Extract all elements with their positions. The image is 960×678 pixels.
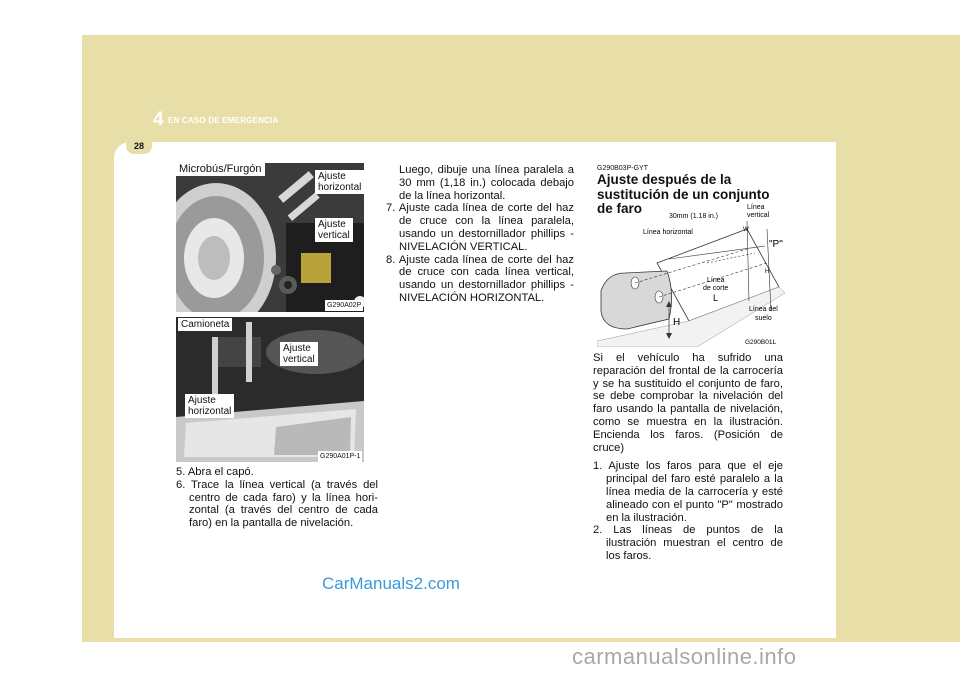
photo-code-top: G290A02P	[327, 302, 362, 309]
label-ajuste-horizontal-top-line1: Ajuste	[318, 171, 346, 182]
diagram-label-linea-suelo-1: Línea del	[749, 306, 778, 313]
label-ajuste-vertical-top	[315, 218, 353, 242]
page-number: 28	[126, 140, 152, 154]
parallel-line-instruction: Luego, dibuje una línea paralela a 30 mm (1,18 in.) colocada debajo de la línea horizontal.	[399, 164, 574, 202]
label-microbus-furgon: Microbús/Furgón	[176, 163, 265, 176]
label-ajuste-vertical-bottom	[280, 342, 318, 366]
label-ajuste-vertical-top-line2: vertical	[318, 230, 350, 241]
label-ajuste-horizontal-top	[315, 170, 364, 194]
step-5: 5. Abra el capó.	[176, 466, 254, 478]
right-step-2: 2. Las líneas de puntos de la ilustración muestran el centro de los faros.	[593, 524, 783, 562]
intro-paragraph: Si el vehículo ha sufrido una reparación del frontal de la carrocería y se ha sustituido el conjunto de faro, se debe comprobar la nivelación del faro usando la pantalla de nivelación, como se muestra en la ilustración. Encienda los faros. (Posición de cruce)	[593, 352, 783, 454]
site-watermark: CarManuals2.com	[322, 574, 460, 593]
chapter-title: EN CASO DE EMERGENCIA	[168, 116, 279, 125]
label-ajuste-horizontal-bottom-line1: Ajuste	[188, 395, 216, 406]
step-7: 7. Ajuste cada línea de corte del haz de cruce con la línea paralela, usando un destornillador phillips - NIVELACIÓN VERTICAL.	[386, 202, 574, 253]
right-text	[593, 352, 783, 563]
diagram-code: G290B01L	[745, 339, 777, 346]
horizontal-line	[669, 246, 765, 259]
right-step-1: 1. Ajuste los faros para que el eje principal del faro esté paralelo a la línea media de la carrocería y esté alineado con el punto "P" mostrado en la ilustración.	[593, 460, 783, 524]
label-ajuste-vertical-bottom-line1: Ajuste	[283, 343, 311, 354]
aiming-diagram-svg	[597, 201, 785, 347]
diagram-label-linea-corte-1: Línea	[707, 277, 725, 284]
vertical-line	[747, 221, 749, 301]
section-heading: Ajuste después de la sustitución de un conjunto de faro	[597, 172, 770, 216]
label-ajuste-vertical-bottom-line2: vertical	[283, 354, 315, 365]
left-steps	[176, 466, 378, 530]
diagram-label-linea-vertical-1: Línea	[747, 204, 765, 211]
label-ajuste-horizontal-bottom	[185, 394, 234, 418]
label-ajuste-vertical-top-line1: Ajuste	[318, 219, 346, 230]
middle-steps	[386, 164, 574, 305]
photo-code-bottom: G290A01P-1	[320, 453, 361, 460]
diagram-label-linea-suelo-2: suelo	[755, 315, 772, 322]
diagram-label-linea-horizontal: Línea horizontal	[643, 229, 693, 236]
footer-watermark: carmanualsonline.info	[572, 644, 797, 669]
diagram-label-linea-vertical-2: vertical	[747, 212, 770, 219]
diagram-label-30mm: 30mm (1.18 in.)	[669, 213, 719, 220]
diagram-label-p: "P"	[769, 239, 783, 250]
diagram-label-l: L	[713, 293, 719, 303]
photo-truck-illustration	[176, 317, 364, 462]
chapter-number: 4	[153, 109, 164, 130]
step-8: 8. Ajuste cada línea de corte del haz de cruce con cada línea vertical, usando un destornillador phillips - NIVELACIÓN HORIZONTAL.	[386, 253, 574, 304]
photo-truck-headlight	[176, 317, 364, 462]
section-code: G290B03P-GYT	[597, 165, 648, 172]
step-6: 6. Trace la línea vertical (a través del centro de cada faro) y la línea hori-zontal (a través del centro de cada faro) en la pantalla de nivelación.	[176, 478, 378, 530]
diagram-label-h-big: H	[673, 317, 681, 328]
beam-line-1	[635, 249, 747, 283]
diagram-label-linea-corte-2: de corte	[703, 285, 729, 292]
label-ajuste-horizontal-top-line2: horizontal	[318, 182, 362, 193]
diagram-label-h-small: H	[765, 269, 770, 275]
label-ajuste-horizontal-bottom-line2: horizontal	[188, 406, 232, 417]
aiming-diagram	[597, 201, 785, 347]
diagram-label-w: W	[743, 227, 749, 233]
label-camioneta: Camioneta	[178, 318, 232, 331]
